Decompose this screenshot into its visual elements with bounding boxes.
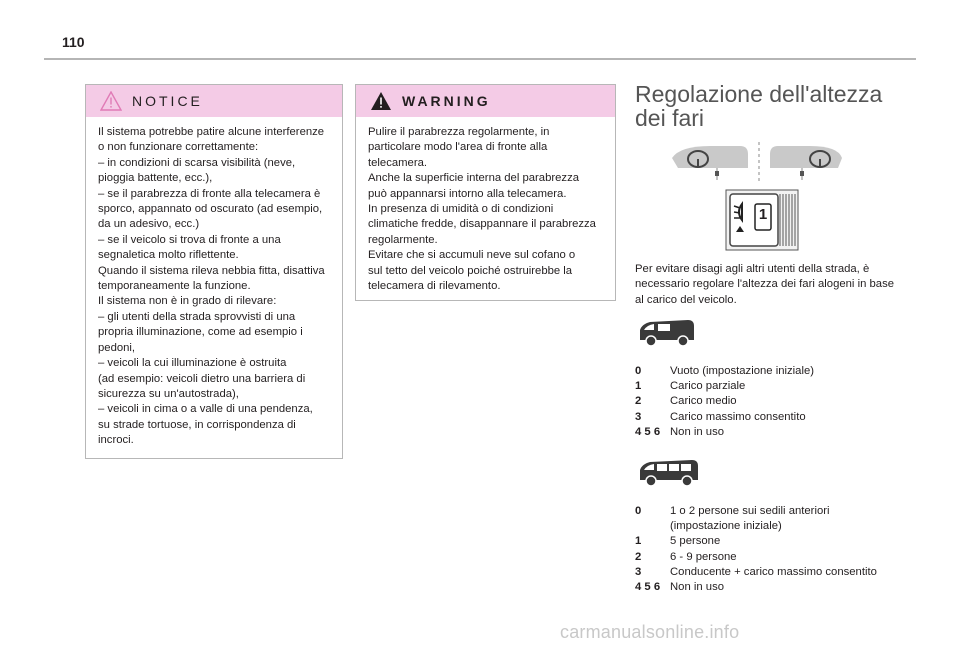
van-settings-list	[635, 364, 900, 440]
van-icon	[638, 318, 696, 348]
notice-title: NOTICE	[132, 93, 203, 109]
section-title: Regolazione dell'altezza dei fari	[635, 81, 883, 131]
list-item: 2 Carico medio	[635, 395, 737, 408]
list-item: 1 Carico parziale	[635, 380, 746, 393]
list-item: 2 6 - 9 persone	[635, 550, 737, 563]
warning-box	[355, 84, 616, 301]
passenger-vehicle-icon	[638, 458, 700, 488]
list-item: 3 Carico massimo consentito	[635, 410, 806, 423]
notice-box	[85, 84, 343, 459]
list-item: 4 5 6 Non in uso	[635, 425, 725, 438]
intro-paragraph: Per evitare disagi agli altri utenti della strada, è necessario regolare l'altezza dei fari alogeni in base al carico del veicolo.	[635, 263, 895, 306]
list-item: 0 1 o 2 persone sui sedili anteriori (impostazione iniziale)	[635, 505, 830, 533]
list-item: 3 Conducente + carico massimo consentito	[635, 565, 877, 578]
left-hand-drive-dashboard-icon	[672, 146, 748, 180]
warning-triangle-icon	[370, 91, 392, 111]
control-digit: 1	[758, 206, 768, 223]
list-item: 0 Vuoto (impostazione iniziale)	[635, 365, 815, 377]
warning-body: Pulire il parabrezza regolarmente, in particolare modo l'area di fronte alla telecamera. Anche la superficie interna del parabrezza può appannarsi intorno alla telecamera. In presenza di umidità o di condizioni climatiche fredde, disappannare il parabrezza regolarmente. Evitare che si accumuli neve sul cofano o sul tetto del veicolo poiché ostruirebbe la telecamera di rilevamento.	[368, 126, 596, 293]
top-divider	[44, 58, 916, 60]
warning-header	[356, 85, 615, 117]
notice-body: Il sistema potrebbe patire alcune interferenze o non funzionare correttamente: – in condizioni di scarsa visibilità (neve, pioggia battente, ecc.), – se il parabrezza di fronte alla telecamera è sporco, appannato od oscurato (ad esempio, da un adesivo, ecc.) – se il veicolo si trova di fronte a una segnaletica molto riflettente. Quando il sistema rileva nebbia fitta, disattiva temporaneamente la funzione. Il sistema non è in grado di rilevare: – gli utenti della strada sprovvisti di una propria illuminazione, come ad esempio i pedoni, – veicoli la cui illuminazione è ostruita (ad esempio: veicoli dietro una barriera di sicurezza su un'autostrada), – veicoli in cima o a valle di una pendenza, su strade tortuose, in corrispondenza di incroci.	[98, 126, 325, 447]
list-item: 4 5 6 Non in uso	[635, 581, 725, 594]
passenger-settings-list	[635, 504, 910, 595]
notice-header	[86, 85, 342, 117]
watermark: carmanualsonline.info	[560, 622, 740, 642]
warning-title: WARNING	[402, 93, 491, 109]
list-item: 1 5 persone	[635, 535, 721, 548]
right-hand-drive-dashboard-icon	[770, 146, 842, 180]
notice-triangle-icon	[100, 91, 122, 111]
headlamp-control-illustration	[670, 138, 845, 253]
page-number: 110	[62, 34, 85, 50]
